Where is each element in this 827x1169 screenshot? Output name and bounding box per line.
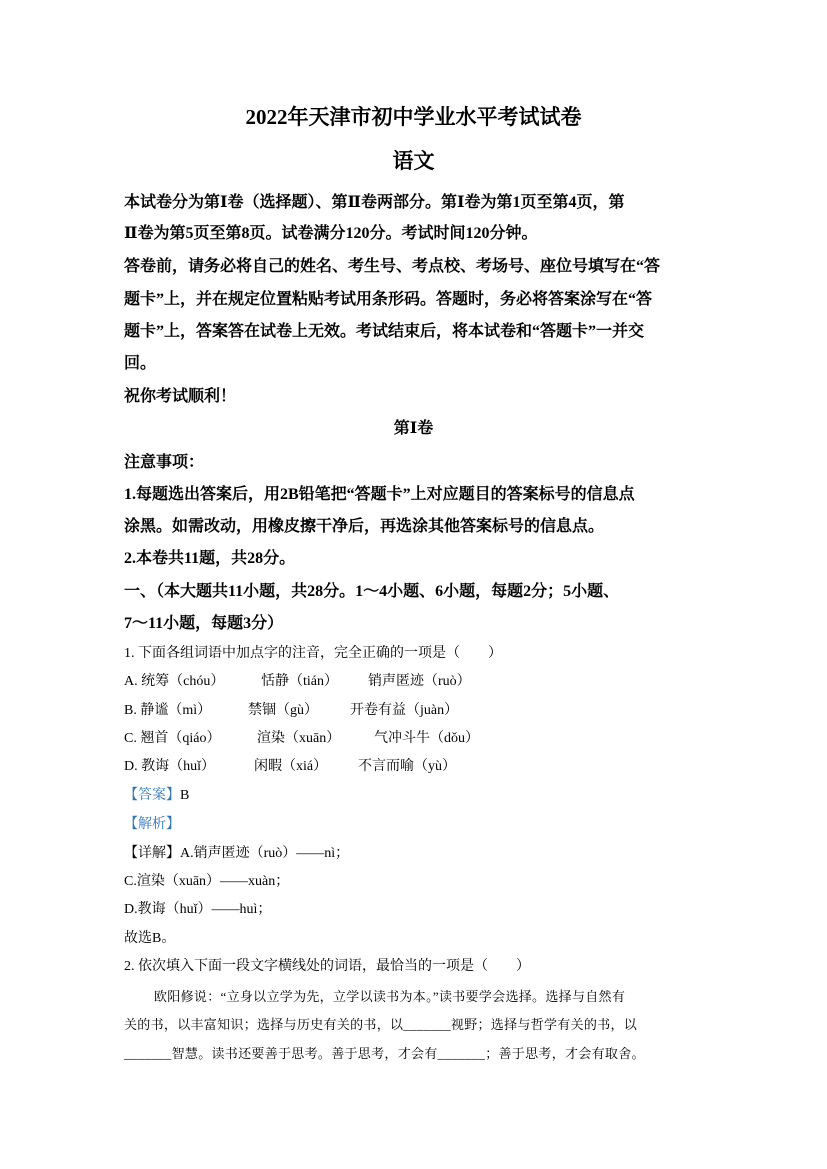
option-c-word-2: 渲染（xuān） (257, 731, 341, 746)
option-d-word-2: 闲暇（xiá） (254, 759, 328, 774)
option-c-word-3: 气冲斗牛（dǒu） (374, 731, 479, 746)
conclusion-line: 故选B。 (124, 931, 176, 946)
question-1-option-a (124, 670, 471, 690)
option-a-word-2: 恬静（tián） (261, 674, 338, 689)
notice-title: 注意事项： (124, 454, 205, 471)
intro-line-3: 答卷前，请务必将自己的姓名、考生号、考点校、考场号、座位号填写在“答 (124, 258, 661, 275)
option-a-word-1: A. 统筹（chóu） (124, 674, 225, 689)
question-1-stem: 1. 下面各组词语中加点字的注音，完全正确的一项是（ ） (124, 646, 502, 661)
option-d-word-3: 不言而喻（yù） (358, 759, 456, 774)
intro-line-4: 题卡”上，并在规定位置粘贴考试用条形码。答题时，务必将答案涂写在“答 (124, 291, 653, 308)
passage-line-2: 关的书，以丰富知识；选择与历史有关的书，以_______视野；选择与哲学有关的书，以 (124, 1017, 638, 1032)
option-a-word-3: 销声匿迹（ruò） (368, 674, 471, 689)
option-b-word-1: B. 静谧（mì） (124, 703, 212, 718)
option-b-word-3: 开卷有益（juàn） (350, 703, 459, 718)
passage-line-1: 欧阳修说：“立身以立学为先，立学以读书为本。”读书要学会选择。选择与自然有 (154, 989, 626, 1004)
part-1-heading: 第Ⅰ卷 (393, 420, 434, 437)
intro-line-6: 回。 (124, 355, 157, 372)
option-b-word-2: 禁锢（gù） (248, 703, 318, 718)
answer-tag: 【答案】 (124, 788, 180, 803)
intro-line-1: 本试卷分为第Ⅰ卷（选择题）、第Ⅱ卷两部分。第Ⅰ卷为第1页至第4页，第 (124, 194, 625, 211)
section-heading-line-1: 一、（本大题共11小题，共28分。1～4小题、6小题，每题2分；5小题、 (124, 583, 620, 600)
question-1-option-b (124, 699, 458, 719)
subject-title: 语文 (392, 149, 435, 173)
option-c-word-1: C. 翘首（qiáo） (124, 731, 221, 746)
good-luck-line: 祝你考试顺利！ (124, 388, 237, 405)
analysis-tag: 【解析】 (124, 817, 180, 832)
detail-line-a: 【详解】A.销声匿迹（ruò）——nì； (124, 846, 350, 861)
detail-line-c: C.渲染（xuān）——xuàn； (124, 874, 290, 889)
question-1-option-d (124, 755, 456, 775)
answer-value: B (180, 788, 190, 803)
intro-line-2: Ⅱ卷为第5页至第8页。试卷满分120分。考试时间120分钟。 (124, 225, 538, 242)
detail-line-d: D.教诲（huǐ）——huì； (124, 902, 272, 917)
passage-line-3: _______智慧。读书还要善于思考。善于思考，才会有_______；善于思考，才会有取舍。 (124, 1046, 645, 1061)
answer-line (124, 784, 189, 804)
question-2-stem: 2. 依次填入下面一段文字横线处的词语，最恰当的一项是（ ） (124, 959, 530, 974)
section-heading-line-2: 7～11小题，每题3分） (124, 615, 284, 632)
notice-1-line-1: 1.每题选出答案后，用2B铅笔把“答题卡”上对应题目的答案标号的信息点 (124, 486, 635, 503)
notice-2: 2.本卷共11题，共28分。 (124, 550, 296, 567)
intro-line-5: 题卡”上，答案答在试卷上无效。考试结束后，将本试卷和“答题卡”一并交 (124, 323, 645, 340)
exam-title: 2022年天津市初中学业水平考试试卷 (245, 105, 582, 129)
notice-1-line-2: 涂黑。如需改动，用橡皮擦干净后，再选涂其他答案标号的信息点。 (124, 518, 605, 535)
question-1-option-c (124, 727, 479, 747)
option-d-word-1: D. 教诲（huǐ） (124, 759, 215, 774)
